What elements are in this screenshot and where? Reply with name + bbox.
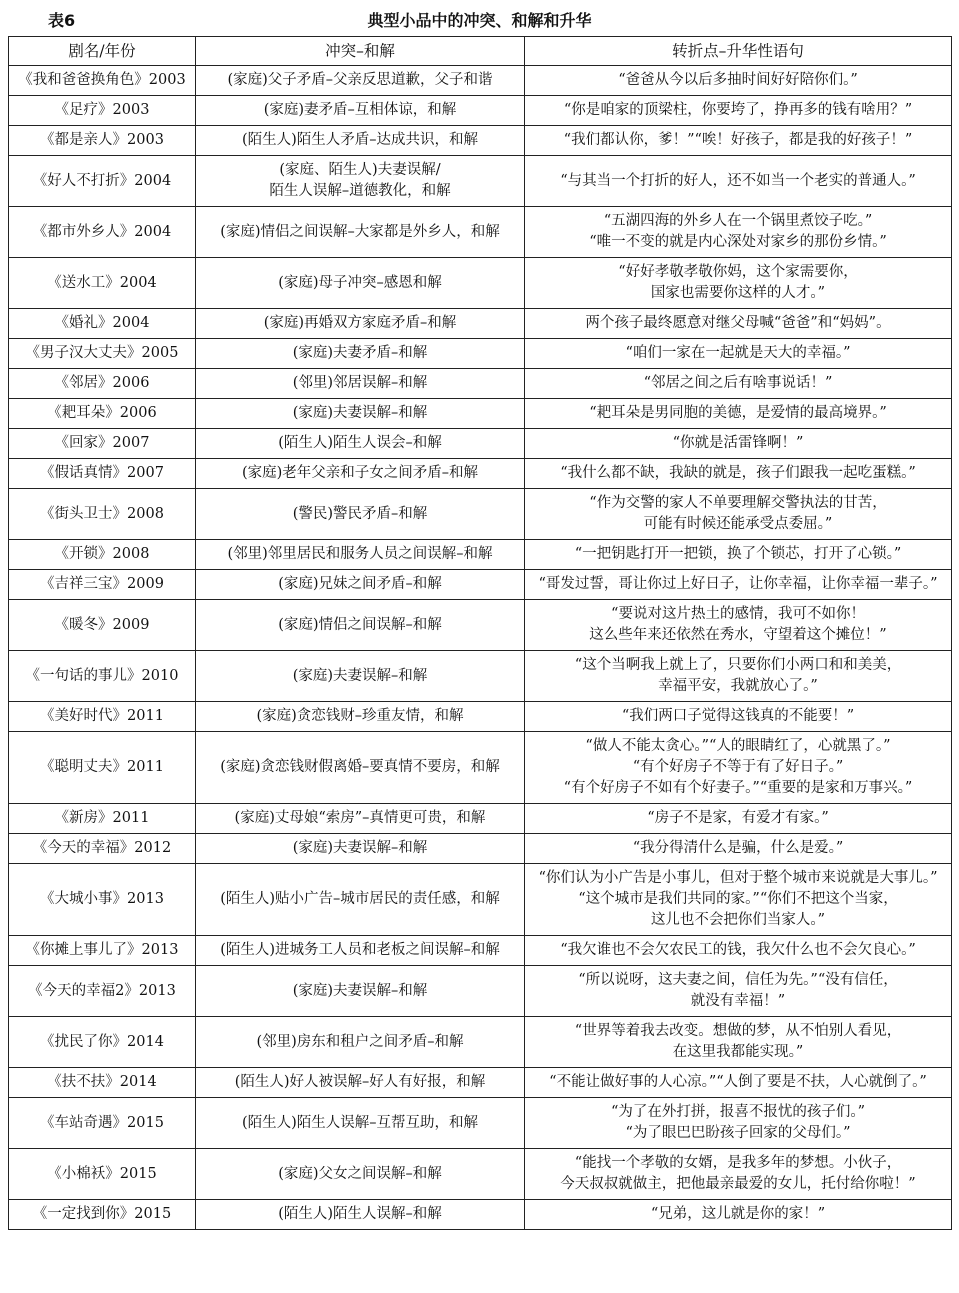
cell-quote bbox=[525, 570, 952, 600]
cell-conflict-line: (家庭)老年父亲和子女之间矛盾–和解 bbox=[241, 465, 479, 481]
cell-quote bbox=[525, 459, 952, 489]
cell-quote-line: “为了在外打拼，报喜不报忧的孩子们。” bbox=[610, 1104, 866, 1120]
cell-quote bbox=[525, 936, 952, 966]
table-row bbox=[9, 309, 952, 339]
cell-quote-line: “咱们一家在一起就是天大的幸福。” bbox=[625, 345, 851, 361]
table-row bbox=[9, 1200, 952, 1230]
cell-conflict-line: (家庭)贪恋钱财假离婚–要真情不要房，和解 bbox=[220, 759, 500, 775]
cell-conflict bbox=[196, 207, 525, 258]
cell-quote-line: “我欠谁也不会欠农民工的钱，我欠什么也不会欠良心。” bbox=[560, 942, 916, 958]
cell-quote-line: “你们认为小广告是小事儿，但对于整个城市来说就是大事儿。” bbox=[538, 870, 938, 886]
cell-quote-line: “你是咱家的顶梁柱，你要垮了，挣再多的钱有啥用？” bbox=[563, 102, 913, 118]
cell-conflict bbox=[196, 540, 525, 570]
cell-title-year: 《回家》2007 bbox=[9, 429, 196, 459]
cell-conflict bbox=[196, 1068, 525, 1098]
table-number: 表6 bbox=[48, 11, 76, 30]
cell-quote bbox=[525, 804, 952, 834]
cell-title-year: 《今天的幸福》2012 bbox=[9, 834, 196, 864]
table-row bbox=[9, 339, 952, 369]
cell-quote bbox=[525, 399, 952, 429]
table-row bbox=[9, 459, 952, 489]
cell-conflict-line: (家庭)兄妹之间矛盾–和解 bbox=[278, 576, 442, 592]
cell-conflict-line: (邻里)邻里居民和服务人员之间误解–和解 bbox=[227, 546, 493, 562]
cell-conflict-line: (家庭)情侣之间误解–大家都是外乡人，和解 bbox=[220, 223, 500, 240]
cell-quote-line: “要说对这片热土的感情，我可不如你！ bbox=[611, 606, 865, 622]
cell-quote bbox=[525, 1200, 952, 1230]
cell-title-year: 《我和爸爸换角色》2003 bbox=[9, 66, 196, 96]
cell-quote-line: “哥发过誓，哥让你过上好日子，让你幸福，让你幸福一辈子。” bbox=[538, 576, 938, 592]
table-row bbox=[9, 834, 952, 864]
cell-title-year: 《都是亲人》2003 bbox=[9, 126, 196, 156]
cell-title-year: 《吉祥三宝》2009 bbox=[9, 570, 196, 600]
table-row bbox=[9, 1098, 952, 1149]
cell-quote-line: “我什么都不缺，我缺的就是，孩子们跟我一起吃蛋糕。” bbox=[560, 465, 916, 481]
cell-title-year: 《车站奇遇》2015 bbox=[9, 1098, 196, 1149]
cell-title-year: 《扰民了你》2014 bbox=[9, 1017, 196, 1068]
table-row bbox=[9, 651, 952, 702]
cell-quote-line: “好好孝敬孝敬你妈，这个家需要你， bbox=[618, 264, 858, 280]
cell-quote bbox=[525, 339, 952, 369]
cell-title-year: 《街头卫士》2008 bbox=[9, 489, 196, 540]
cell-quote bbox=[525, 1017, 952, 1068]
cell-quote bbox=[525, 834, 952, 864]
cell-quote-line: “五湖四海的外乡人在一个锅里煮饺子吃。” bbox=[603, 213, 873, 229]
cell-quote bbox=[525, 369, 952, 399]
cell-title-year: 《婚礼》2004 bbox=[9, 309, 196, 339]
table-row bbox=[9, 66, 952, 96]
cell-conflict-line: (家庭)父子矛盾–父亲反思道歉，父子和谐 bbox=[227, 72, 493, 88]
cell-quote-line: “耙耳朵是男同胞的美德，是爱情的最高境界。” bbox=[589, 405, 887, 421]
cell-title-year: 《男子汉大丈夫》2005 bbox=[9, 339, 196, 369]
cell-quote-line: “为了眼巴巴盼孩子回家的父母们。” bbox=[625, 1125, 851, 1141]
cell-conflict bbox=[196, 429, 525, 459]
cell-quote bbox=[525, 651, 952, 702]
table-row bbox=[9, 369, 952, 399]
cell-title-year: 《一句话的事儿》2010 bbox=[9, 651, 196, 702]
cell-quote bbox=[525, 66, 952, 96]
cell-conflict bbox=[196, 66, 525, 96]
cell-conflict-line: (陌生人)进城务工人员和老板之间误解–和解 bbox=[220, 942, 500, 958]
cell-title-year: 《小棉袄》2015 bbox=[9, 1149, 196, 1200]
header-title-year: 剧名/年份 bbox=[9, 37, 196, 66]
table-header-row bbox=[9, 37, 952, 66]
cell-quote-line: “不能让做好事的人心凉。”“人倒了要是不扶，人心就倒了。” bbox=[549, 1074, 927, 1090]
cell-conflict-line: (家庭)夫妻误解–和解 bbox=[292, 405, 428, 421]
cell-quote-line: 这么些年来还依然在秀水，守望着这个摊位！” bbox=[589, 627, 887, 643]
cell-quote bbox=[525, 258, 952, 309]
cell-conflict bbox=[196, 732, 525, 804]
table-row bbox=[9, 570, 952, 600]
cell-quote-line: “作为交警的家人不单要理解交警执法的甘苦， bbox=[589, 495, 887, 511]
table-row bbox=[9, 600, 952, 651]
cell-quote-line: “所以说呀，这夫妻之间，信任为先。”“没有信任， bbox=[578, 972, 898, 988]
table-row bbox=[9, 966, 952, 1017]
cell-conflict bbox=[196, 936, 525, 966]
table-row bbox=[9, 702, 952, 732]
cell-quote-line: 可能有时候还能承受点委屈。” bbox=[643, 516, 833, 532]
cell-conflict-line: (陌生人)贴小广告–城市居民的责任感，和解 bbox=[220, 891, 500, 907]
cell-conflict bbox=[196, 339, 525, 369]
table-row bbox=[9, 399, 952, 429]
cell-conflict bbox=[196, 966, 525, 1017]
cell-conflict bbox=[196, 1149, 525, 1200]
cell-conflict-line: (陌生人)陌生人误会–和解 bbox=[278, 435, 442, 451]
table-row bbox=[9, 540, 952, 570]
table-row bbox=[9, 156, 952, 207]
cell-conflict bbox=[196, 459, 525, 489]
cell-quote-line: “邻居之间之后有啥事说话！” bbox=[643, 375, 833, 391]
cell-conflict-line: (家庭)丈母娘“索房”–真情更可贵，和解 bbox=[234, 810, 486, 826]
table-row bbox=[9, 126, 952, 156]
table-row bbox=[9, 732, 952, 804]
cell-quote-line: “这个城市是我们共同的家。”“你们不把这个当家， bbox=[578, 891, 898, 907]
cell-quote-line: 就没有幸福！” bbox=[690, 993, 786, 1009]
cell-quote-line: “兄弟，这儿就是你的家！” bbox=[650, 1206, 826, 1222]
cell-conflict-line: (陌生人)陌生人误解–互帮互助，和解 bbox=[241, 1114, 479, 1131]
cell-conflict bbox=[196, 1017, 525, 1068]
cell-quote-line: “房子不是家，有爱才有家。” bbox=[647, 810, 829, 826]
cell-conflict-line: (家庭、陌生人)夫妻误解/ bbox=[279, 162, 441, 178]
table-row bbox=[9, 1017, 952, 1068]
cell-conflict bbox=[196, 651, 525, 702]
cell-quote bbox=[525, 1068, 952, 1098]
cell-conflict bbox=[196, 804, 525, 834]
cell-title-year: 《邻居》2006 bbox=[9, 369, 196, 399]
cell-quote-line: “能找一个孝敬的女婿，是我多年的梦想。小伙子， bbox=[574, 1155, 902, 1171]
table-row bbox=[9, 207, 952, 258]
cell-title-year: 《假话真情》2007 bbox=[9, 459, 196, 489]
cell-quote-line: “一把钥匙打开一把锁，换了个锁芯，打开了心锁。” bbox=[574, 546, 902, 562]
cell-conflict bbox=[196, 96, 525, 126]
table-body bbox=[9, 66, 952, 1230]
cell-conflict-line: (家庭)夫妻误解–和解 bbox=[292, 982, 428, 999]
cell-title-year: 《足疗》2003 bbox=[9, 96, 196, 126]
cell-quote-line: “世界等着我去改变。想做的梦，从不怕别人看见， bbox=[574, 1023, 902, 1039]
cell-title-year: 《大城小事》2013 bbox=[9, 864, 196, 936]
table-row bbox=[9, 936, 952, 966]
cell-conflict-line: (邻里)邻居误解–和解 bbox=[292, 375, 428, 391]
cell-quote bbox=[525, 309, 952, 339]
cell-title-year: 《扶不扶》2014 bbox=[9, 1068, 196, 1098]
cell-conflict-line: (家庭)夫妻矛盾–和解 bbox=[292, 345, 428, 361]
cell-quote-line: “我分得清什么是骗，什么是爱。” bbox=[632, 840, 844, 856]
cell-quote-line: “唯一不变的就是内心深处对家乡的那份乡情。” bbox=[589, 234, 887, 250]
cell-quote-line: “与其当一个打折的好人，还不如当一个老实的普通人。” bbox=[560, 172, 916, 189]
cell-conflict bbox=[196, 156, 525, 207]
cell-conflict bbox=[196, 1098, 525, 1149]
cell-conflict-line: (邻里)房东和租户之间矛盾–和解 bbox=[256, 1033, 464, 1050]
cell-conflict bbox=[196, 399, 525, 429]
cell-quote-line: “做人不能太贪心。”“人的眼睛红了，心就黑了。” bbox=[585, 738, 891, 754]
cell-conflict bbox=[196, 570, 525, 600]
cell-conflict-line: (家庭)情侣之间误解–和解 bbox=[278, 616, 442, 633]
header-turning-point-quote: 转折点–升华性语句 bbox=[525, 37, 952, 66]
cell-title-year: 《耙耳朵》2006 bbox=[9, 399, 196, 429]
cell-quote-line: 两个孩子最终愿意对继父母喊“爸爸”和“妈妈”。 bbox=[585, 315, 891, 331]
cell-quote-line: 这儿也不会把你们当家人。” bbox=[650, 912, 826, 928]
cell-quote bbox=[525, 126, 952, 156]
cell-quote-line: “有个好房子不等于有了好日子。” bbox=[632, 759, 844, 775]
table-row bbox=[9, 429, 952, 459]
cell-conflict bbox=[196, 489, 525, 540]
cell-quote bbox=[525, 429, 952, 459]
cell-quote bbox=[525, 600, 952, 651]
cell-conflict-line: (家庭)贪恋钱财–珍重友情，和解 bbox=[256, 708, 464, 724]
cell-quote-line: 国家也需要你这样的人才。” bbox=[650, 285, 826, 301]
cell-conflict-line: (家庭)妻矛盾–互相体谅，和解 bbox=[263, 102, 457, 118]
cell-conflict-line: (家庭)母子冲突–感恩和解 bbox=[278, 274, 442, 291]
table-row bbox=[9, 1068, 952, 1098]
cell-conflict bbox=[196, 702, 525, 732]
cell-conflict bbox=[196, 369, 525, 399]
cell-quote-line: 在这里我都能实现。” bbox=[672, 1044, 804, 1060]
cell-title-year: 《开锁》2008 bbox=[9, 540, 196, 570]
cell-conflict bbox=[196, 600, 525, 651]
cell-quote bbox=[525, 1149, 952, 1200]
cell-title-year: 《聪明丈夫》2011 bbox=[9, 732, 196, 804]
cell-quote bbox=[525, 732, 952, 804]
cell-quote-line: “我们两口子觉得这钱真的不能要！” bbox=[621, 708, 855, 724]
cell-conflict bbox=[196, 834, 525, 864]
cell-conflict bbox=[196, 864, 525, 936]
cell-conflict-line: (陌生人)陌生人矛盾–达成共识，和解 bbox=[241, 132, 479, 148]
cell-quote bbox=[525, 96, 952, 126]
cell-conflict bbox=[196, 1200, 525, 1230]
table-row bbox=[9, 489, 952, 540]
drama-conflict-table bbox=[8, 36, 952, 1230]
cell-quote bbox=[525, 207, 952, 258]
cell-quote-line: “你就是活雷锋啊！” bbox=[672, 435, 804, 451]
cell-quote bbox=[525, 156, 952, 207]
cell-title-year: 《好人不打折》2004 bbox=[9, 156, 196, 207]
cell-conflict-line: 陌生人误解–道德教化，和解 bbox=[269, 183, 451, 199]
cell-quote bbox=[525, 489, 952, 540]
cell-conflict-line: (家庭)夫妻误解–和解 bbox=[292, 667, 428, 684]
cell-quote bbox=[525, 966, 952, 1017]
cell-quote-line: “我们都认你，爹！”“唉！好孩子，都是我的好孩子！” bbox=[563, 132, 913, 148]
cell-conflict-line: (警民)警民矛盾–和解 bbox=[292, 505, 428, 522]
table-row bbox=[9, 258, 952, 309]
cell-title-year: 《都市外乡人》2004 bbox=[9, 207, 196, 258]
cell-conflict bbox=[196, 258, 525, 309]
cell-quote bbox=[525, 540, 952, 570]
cell-quote-line: “有个好房子不如有个好妻子。”“重要的是家和万事兴。” bbox=[563, 780, 913, 796]
cell-quote bbox=[525, 702, 952, 732]
table-row bbox=[9, 1149, 952, 1200]
cell-quote-line: 今天叔叔就做主，把他最亲最爱的女儿，托付给你啦！” bbox=[560, 1176, 916, 1192]
cell-conflict-line: (陌生人)好人被误解–好人有好报，和解 bbox=[234, 1074, 486, 1090]
cell-title-year: 《今天的幸福2》2013 bbox=[9, 966, 196, 1017]
cell-quote-line: 幸福平安，我就放心了。” bbox=[658, 678, 818, 694]
cell-quote-line: “爸爸从今以后多抽时间好好陪你们。” bbox=[618, 72, 858, 88]
cell-title-year: 《一定找到你》2015 bbox=[9, 1200, 196, 1230]
cell-conflict-line: (家庭)再婚双方家庭矛盾–和解 bbox=[263, 315, 457, 331]
cell-title-year: 《你摊上事儿了》2013 bbox=[9, 936, 196, 966]
table-row bbox=[9, 864, 952, 936]
table-caption bbox=[0, 0, 959, 36]
cell-quote bbox=[525, 1098, 952, 1149]
header-conflict-reconciliation: 冲突–和解 bbox=[196, 37, 525, 66]
cell-title-year: 《新房》2011 bbox=[9, 804, 196, 834]
table-title: 典型小品中的冲突、和解和升华 bbox=[367, 11, 592, 30]
cell-title-year: 《送水工》2004 bbox=[9, 258, 196, 309]
cell-conflict-line: (家庭)父女之间误解–和解 bbox=[278, 1165, 442, 1182]
cell-conflict bbox=[196, 309, 525, 339]
cell-conflict-line: (家庭)夫妻误解–和解 bbox=[292, 840, 428, 856]
cell-title-year: 《美好时代》2011 bbox=[9, 702, 196, 732]
cell-conflict-line: (陌生人)陌生人误解–和解 bbox=[278, 1206, 442, 1222]
cell-quote bbox=[525, 864, 952, 936]
cell-title-year: 《暖冬》2009 bbox=[9, 600, 196, 651]
cell-conflict bbox=[196, 126, 525, 156]
table-row bbox=[9, 96, 952, 126]
cell-quote-line: “这个当啊我上就上了，只要你们小两口和和美美， bbox=[574, 657, 902, 673]
table-row bbox=[9, 804, 952, 834]
